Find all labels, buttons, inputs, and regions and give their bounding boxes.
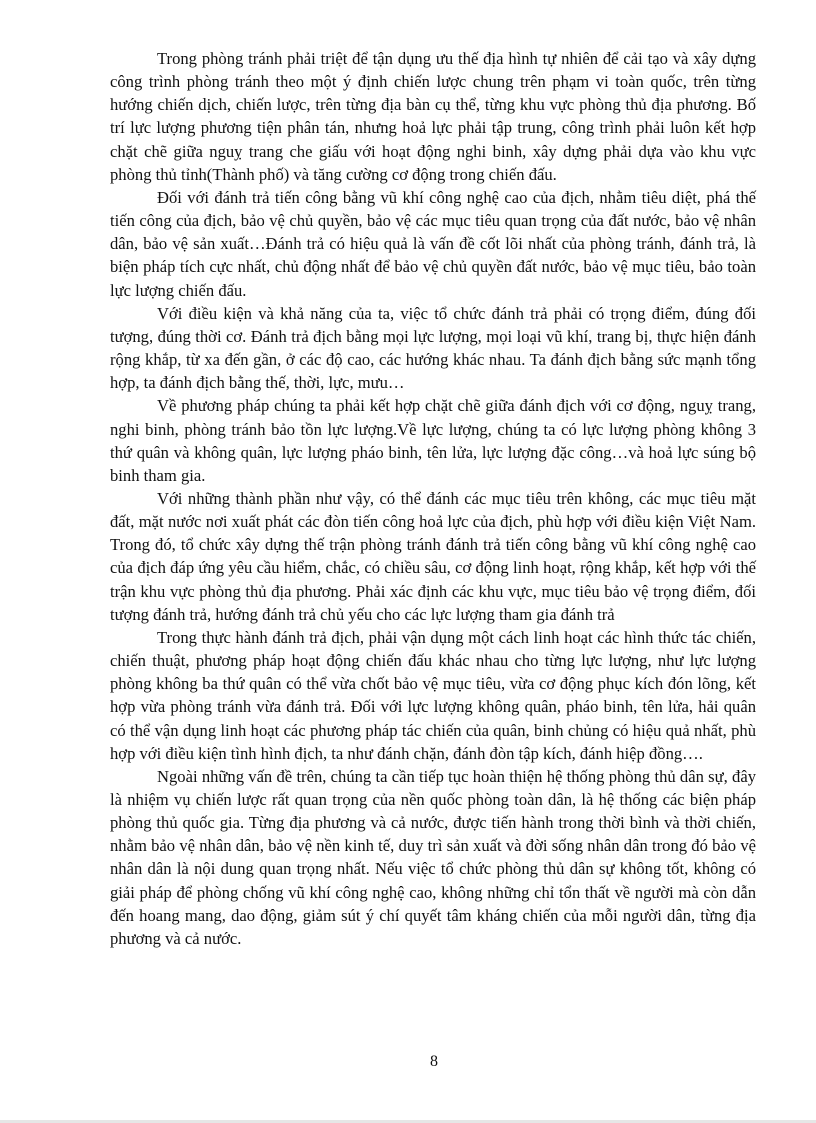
paragraph-1: Trong phòng tránh phải triệt để tận dụng ưu thế địa hình tự nhiên để cải tạo và xây dựng công trình phòng tránh theo một ý định chiến lược chung trên phạm vi toàn quốc, trên từng hướng chiến dịch, chiến lược, trên từng địa bàn cụ thể, từng khu vực phòng thủ địa phương. Bố trí lực lượng phương tiện phân tán, nhưng hoả lực phải tập trung, công trình phải luôn kết hợp chặt chẽ giữa nguỵ trang che giấu với hoạt động nghi binh, xây dựng phải dựa vào khu vực phòng thủ tỉnh(Thành phố) và tăng cường cơ động trong chiến đấu.: [110, 49, 756, 184]
paragraph-4: Về phương pháp chúng ta phải kết hợp chặt chẽ giữa đánh địch với cơ động, nguỵ trang, nghi binh, phòng tránh bảo tồn lực lượng.Về lực lượng, chúng ta có lực lượng phòng không 3 thứ quân và không quân, lực lượng pháo binh, tên lửa, lực lượng đặc công…và hoả lực súng bộ binh tham gia.: [110, 396, 756, 485]
paragraph-3: Với điều kiện và khả năng của ta, việc tổ chức đánh trả phải có trọng điểm, đúng đối tượng, đúng thời cơ. Đánh trả địch bằng mọi lực lượng, mọi loại vũ khí, trang bị, thực hiện đánh rộng khắp, từ xa đến gần, ở các độ cao, các hướng khác nhau. Ta đánh địch bằng sức mạnh tổng hợp, ta đánh địch bằng thế, thời, lực, mưu…: [110, 303, 756, 393]
page-number: 8: [430, 1053, 438, 1070]
paragraph-7: Ngoài những vấn đề trên, chúng ta cần tiếp tục hoàn thiện hệ thống phòng thủ dân sự, đây là nhiệm vụ chiến lược rất quan trọng của nền quốc phòng toàn dân, là hệ thống các biện pháp phòng thủ quốc gia. Từng địa phương và cả nước, được tiến hành trong thời bình và thời chiến, nhằm bảo vệ nhân dân, bảo vệ nền kinh tế, duy trì sản xuất và đời sống nhân dân trong đó bảo vệ nhân dân là nội dung quan trọng nhất. Nếu việc tổ chức phòng thủ dân sự không tốt, không có giải pháp để phòng chống vũ khí công nghệ cao, không những chỉ tổn thất về người mà còn dẫn đến hoang mang, dao động, giảm sút ý chí quyết tâm kháng chiến của mỗi người dân, từng địa phương và cả nước.: [110, 766, 756, 948]
paragraph-5: Với những thành phần như vậy, có thể đánh các mục tiêu trên không, các mục tiêu mặt đất, mặt nước nơi xuất phát các đòn tiến công hoả lực của địch, phù hợp với điều kiện Việt Nam. Trong đó, tổ chức xây dựng thế trận phòng tránh đánh trả tiến công bằng vũ khí công nghệ cao của địch đáp ứng yêu cầu hiểm, chắc, có chiều sâu, cơ động linh hoạt, rộng khắp, kết hợp với thế trận khu vực phòng thủ địa phương. Phải xác định các khu vực, mục tiêu bảo vệ trọng điểm, đối tượng đánh trả, hướng đánh trả chủ yếu cho các lực lượng tham gia đánh trả: [110, 488, 756, 624]
body-text: [110, 47, 756, 950]
paragraph-2: Đối với đánh trả tiến công bằng vũ khí công nghệ cao của địch, nhằm tiêu diệt, phá thế tiến công của địch, bảo vệ chủ quyền, bảo vệ các mục tiêu quan trọng của đất nước, bảo vệ nhân dân, bảo vệ sản xuất…Đánh trả có hiệu quả là vấn đề cốt lõi nhất của phòng tránh, đánh trả, là biện pháp tích cực nhất, chủ động nhất để bảo vệ chủ quyền đất nước, bảo vệ mục tiêu, bảo toàn lực lượng chiến đấu.: [110, 187, 756, 300]
paragraph-6: Trong thực hành đánh trả địch, phải vận dụng một cách linh hoạt các hình thức tác chiến, chiến thuật, phương pháp hoạt động chiến đấu khác nhau cho từng lực lượng, như lực lượng phòng không ba thứ quân có thể vừa chốt bảo vệ mục tiêu, vừa cơ động phục kích đón lõng, kết hợp vừa phòng tránh vừa đánh trả. Đối với lực lượng không quân, pháo binh, tên lửa, hải quân có thể vận dụng linh hoạt các phương pháp tác chiến của quân, binh chủng có hiệu quả nhất, phù hợp với điều kiện tình hình địch, ta như đánh chặn, đánh đòn tập kích, đánh hiệp đồng….: [110, 627, 756, 763]
